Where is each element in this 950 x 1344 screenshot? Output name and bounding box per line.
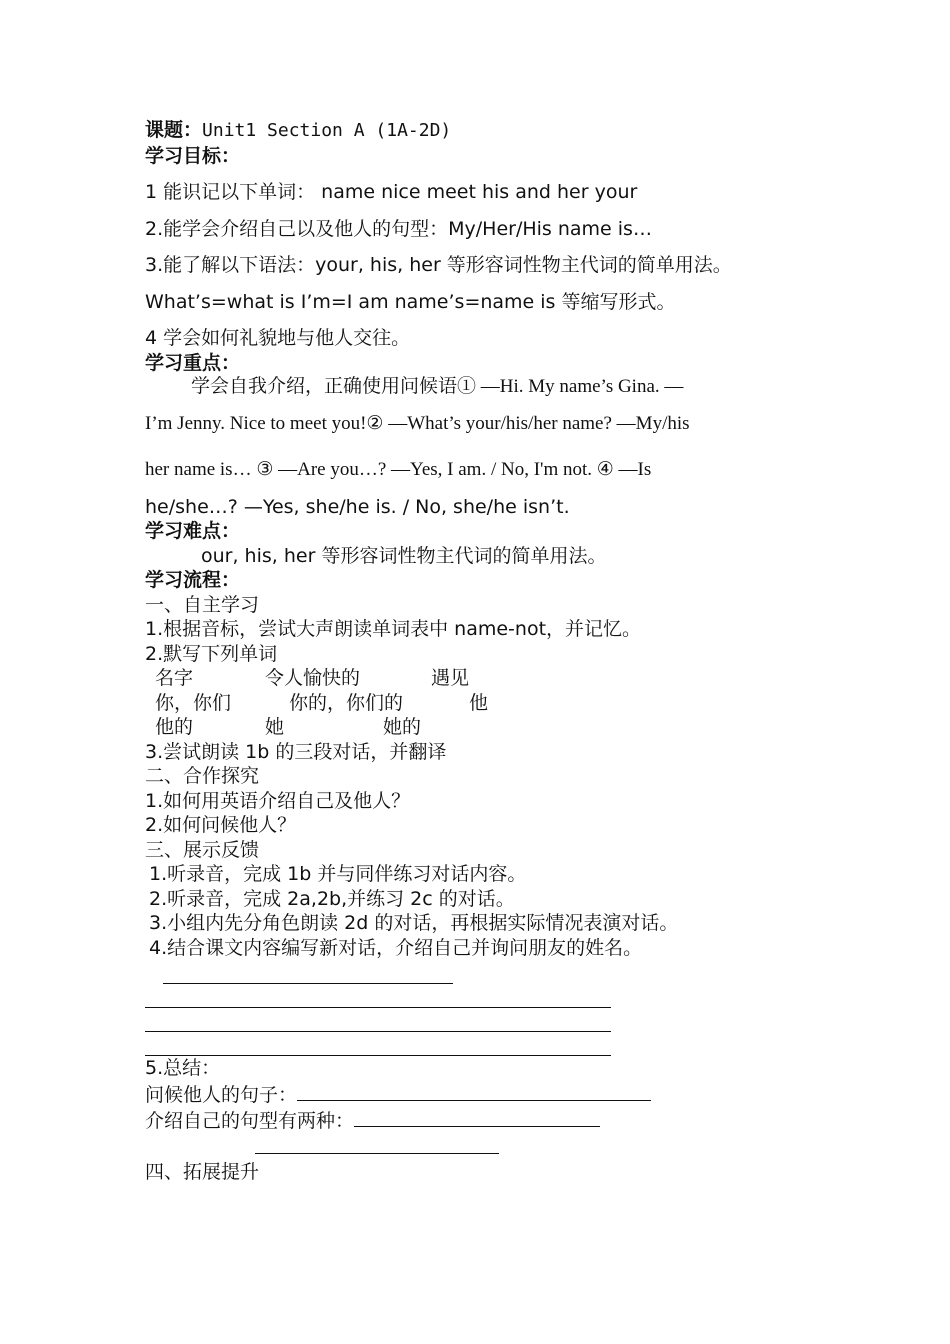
vocab-word: 你，你们 xyxy=(155,691,232,714)
section-title: 二、合作探究 xyxy=(145,765,260,787)
goal-item: What’s=what is I’m=I am name’s=name is 等缩写形式。 xyxy=(145,290,676,313)
summary-greet-label: 问候他人的句子： xyxy=(145,1083,298,1106)
list-item: 2.默写下列单词 xyxy=(145,642,278,665)
vocab-word: 遇见 xyxy=(431,667,470,689)
section-title: 四、拓展提升 xyxy=(145,1161,260,1183)
list-item: 1.听录音，完成 1b 并与同伴练习对话内容。 xyxy=(149,863,527,885)
list-item: 2.听录音，完成 2a,2b,并练习 2c 的对话。 xyxy=(149,887,515,910)
summary-intro-blank[interactable] xyxy=(354,1107,600,1127)
key-point-line: he/she…? —Yes, she/he is. / No, she/he isn’t. xyxy=(145,495,570,518)
summary-intro-row xyxy=(145,1107,835,1134)
vocab-word: 他 xyxy=(469,691,489,714)
lesson-title-value: Unit1 Section A (1A-2D) xyxy=(202,120,452,141)
vocab-row xyxy=(145,715,835,740)
vocab-word: 你的，你们的 xyxy=(289,691,404,714)
goal-item: 4 学会如何礼貌地与他人交往。 xyxy=(145,327,411,349)
answer-line[interactable] xyxy=(163,960,453,984)
list-item: 2.如何问候他人？ xyxy=(145,814,297,836)
summary-greet-row xyxy=(145,1081,835,1108)
vocab-word: 她的 xyxy=(383,716,422,738)
vocab-word: 她 xyxy=(265,716,285,738)
list-item: 1.如何用英语介绍自己及他人？ xyxy=(145,789,411,812)
vocab-row xyxy=(145,691,835,716)
list-item: 4.结合课文内容编写新对话，介绍自己并询问朋友的姓名。 xyxy=(149,936,643,959)
key-points-heading: 学习重点： xyxy=(145,351,241,374)
vocab-word: 令人愉快的 xyxy=(265,667,361,689)
worksheet-page xyxy=(145,118,835,1185)
goals-heading: 学习目标： xyxy=(145,144,241,167)
lesson-title xyxy=(145,118,835,144)
summary-title: 5.总结： xyxy=(145,1057,221,1079)
key-point-line: I’m Jenny. Nice to meet you!② —What’s your/his/her name? —My/his xyxy=(145,412,690,434)
summary-intro-row-2 xyxy=(145,1134,835,1161)
process-heading: 学习流程： xyxy=(145,569,241,591)
vocab-word: 他的 xyxy=(155,716,194,738)
goal-item: 3.能了解以下语法：your, his, her 等形容词性物主代词的简单用法。 xyxy=(145,254,732,276)
goal-item: 2.能学会介绍自己以及他人的句型：My/Her/His name is… xyxy=(145,217,652,240)
lesson-title-label: 课题： xyxy=(145,119,203,141)
summary-greet-blank[interactable] xyxy=(297,1081,651,1101)
goal-item: 1 能识记以下单词： name nice meet his and her your xyxy=(145,181,638,203)
key-point-line: her name is… ③ —Are you…? —Yes, I am. / No, I'm not. ④ —Is xyxy=(145,459,652,480)
list-item: 1.根据音标，尝试大声朗读单词表中 name-not，并记忆。 xyxy=(145,618,642,640)
summary-intro-blank-2[interactable] xyxy=(255,1134,499,1154)
vocab-row xyxy=(145,666,835,691)
difficulty-text: our, his, her 等形容词性物主代词的简单用法。 xyxy=(201,544,607,567)
key-point-line: 学会自我介绍，正确使用问候语① —Hi. My name’s Gina. — xyxy=(191,376,684,397)
list-item: 3.小组内先分角色朗读 2d 的对话，再根据实际情况表演对话。 xyxy=(149,912,679,934)
answer-line[interactable] xyxy=(145,984,611,1008)
list-item: 3.尝试朗读 1b 的三段对话，并翻译 xyxy=(145,740,447,763)
section-title: 三、展示反馈 xyxy=(145,838,260,861)
difficulty-heading: 学习难点： xyxy=(145,520,241,542)
answer-line[interactable] xyxy=(145,1032,611,1056)
answer-line[interactable] xyxy=(145,1008,611,1032)
summary-intro-label: 介绍自己的句型有两种： xyxy=(145,1110,355,1132)
section-title: 一、自主学习 xyxy=(145,593,260,616)
vocab-word: 名字 xyxy=(155,667,194,689)
